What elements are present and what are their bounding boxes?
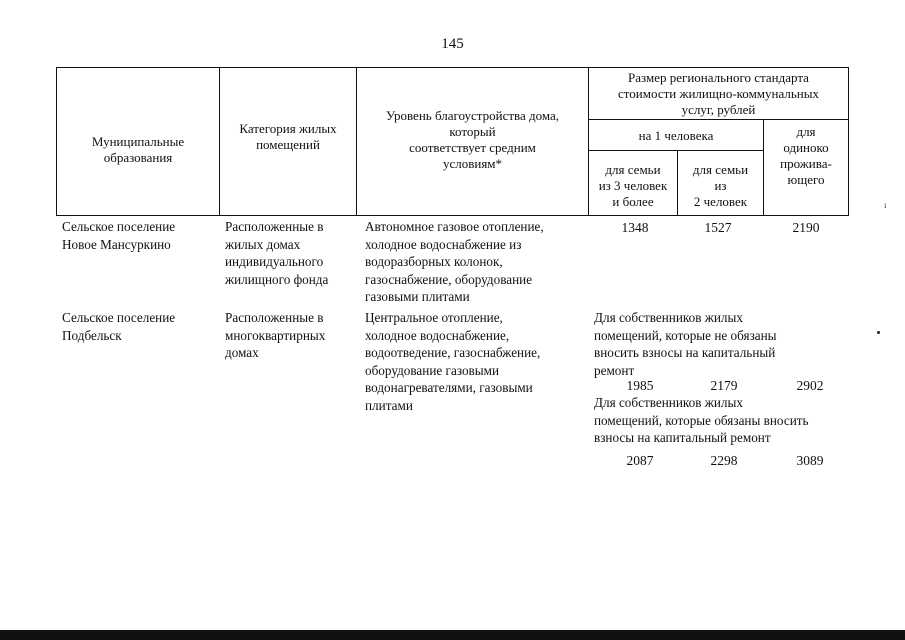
header-family3: для семьи из 3 человек и более <box>598 162 668 209</box>
row2-value2-single: 3089 <box>796 453 824 468</box>
row1-value-family3: 1348 <box>621 220 649 235</box>
header-category: Категория жилых помещений <box>239 121 337 152</box>
header-single: для одиноко прожива- ющего <box>780 124 832 187</box>
row1-value-family2: 1527 <box>704 220 732 235</box>
header-municipality: Муниципальные образования <box>91 134 185 165</box>
row2-note-no-obligation: Для собственников жилых помещений, которые не обязаны вносить взносы на капитальный ремонт <box>594 310 777 378</box>
scan-mark: ı <box>884 200 887 210</box>
scan-speck <box>877 331 880 334</box>
row1-level: Автономное газовое отопление, холодное водоснабжение из водоразборных колонок, газоснабжение, оборудование газовыми плитами <box>365 219 544 304</box>
page-number: 145 <box>441 36 464 52</box>
header-family2: для семьи из 2 человек <box>692 162 749 209</box>
row2-note-obligation: Для собственников жилых помещений, которые обязаны вносить взносы на капитальный ремонт <box>594 395 809 445</box>
row2-municipality: Сельское поселение Подбельск <box>62 310 176 343</box>
row2-value2-family3: 2087 <box>626 453 654 468</box>
row2-value1-family3: 1985 <box>626 378 654 393</box>
row2-value1-single: 2902 <box>796 378 824 393</box>
row2-value2-family2: 2298 <box>710 453 738 468</box>
row2-value1-family2: 2179 <box>710 378 738 393</box>
row1-municipality: Сельское поселение Новое Мансуркино <box>62 219 176 252</box>
row2-level: Центральное отопление, холодное водоснабжение, водоотведение, газоснабжение, оборудование газовыми водонагревателями, газовыми плитами <box>365 310 541 413</box>
row1-category: Расположенные в жилых домах индивидуального жилищного фонда <box>225 219 329 287</box>
row1-value-single: 2190 <box>792 220 820 235</box>
scan-bottom-border <box>0 630 905 640</box>
header-per-person: на 1 человека <box>638 128 714 143</box>
header-standard: Размер регионального стандарта стоимости жилищно-коммунальных услуг, рублей <box>618 70 819 117</box>
header-level: Уровень благоустройства дома, который соответствует средним условиям* <box>385 108 560 171</box>
row2-category: Расположенные в многоквартирных домах <box>225 310 326 360</box>
